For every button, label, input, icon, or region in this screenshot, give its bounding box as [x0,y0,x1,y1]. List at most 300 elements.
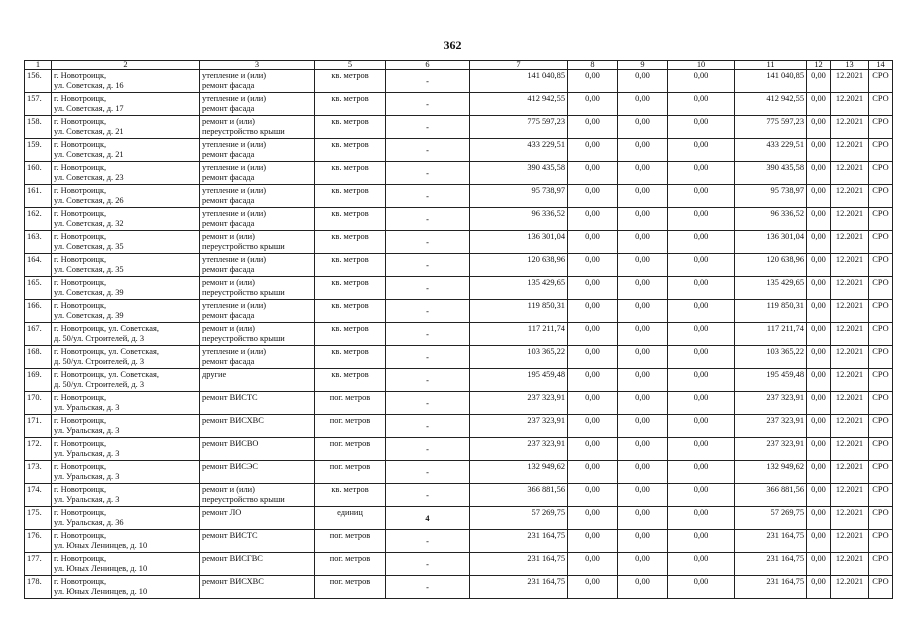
header-col-10: 10 [668,61,735,70]
date-cell: 12.2021 [831,461,869,484]
col-12-cell: 0,00 [807,300,831,323]
unit-cell: пог. метров [315,461,386,484]
date-cell: 12.2021 [831,116,869,139]
quantity-cell: - [386,254,470,277]
header-col-5: 5 [315,61,386,70]
source-cell: СРО [869,300,893,323]
work-type-cell-line: переустройство крыши [202,127,285,136]
col-9-cell: 0,00 [618,507,668,530]
address-cell-line: ул. Советская, д. 39 [54,311,124,320]
work-type-cell-line: ремонт и (или) [202,324,255,333]
col-10-cell: 0,00 [668,208,735,231]
col-11-cell: 390 435,58 [735,162,807,185]
work-type-cell [200,208,315,231]
work-type-cell-line: утепление и (или) [202,209,267,218]
total-cost-cell: 237 323,91 [470,415,568,438]
work-type-cell [200,300,315,323]
row-number: 167. [25,323,52,346]
header-col-8: 8 [568,61,618,70]
col-9-cell: 0,00 [618,438,668,461]
col-8-cell: 0,00 [568,553,618,576]
quantity-cell: - [386,70,470,93]
table-row [25,70,893,93]
header-col-2: 2 [52,61,200,70]
work-type-cell-line: ремонт и (или) [202,232,255,241]
row-number: 165. [25,277,52,300]
table-row [25,530,893,553]
row-number: 168. [25,346,52,369]
col-8-cell: 0,00 [568,300,618,323]
table-row [25,185,893,208]
source-cell: СРО [869,438,893,461]
col-9-cell: 0,00 [618,392,668,415]
address-cell-line: г. Новотроицк, ул. Советская, [54,370,159,379]
address-cell-line: ул. Уральская, д. 3 [54,403,120,412]
work-type-cell-line: ремонт и (или) [202,117,255,126]
table-row [25,576,893,599]
unit-cell: кв. метров [315,116,386,139]
address-cell-line: г. Новотроицк, [54,393,107,402]
col-9-cell: 0,00 [618,254,668,277]
col-8-cell: 0,00 [568,415,618,438]
col-9-cell: 0,00 [618,484,668,507]
unit-cell: единиц [315,507,386,530]
work-type-cell-line: переустройство крыши [202,334,285,343]
quantity-cell: - [386,438,470,461]
address-cell [52,323,200,346]
col-10-cell: 0,00 [668,484,735,507]
work-type-cell-line: ремонт и (или) [202,485,255,494]
col-11-cell: 96 336,52 [735,208,807,231]
row-number: 164. [25,254,52,277]
unit-cell: пог. метров [315,392,386,415]
work-type-cell-line: утепление и (или) [202,347,267,356]
col-11-cell: 119 850,31 [735,300,807,323]
col-12-cell: 0,00 [807,116,831,139]
total-cost-cell: 103 365,22 [470,346,568,369]
quantity-cell: - [386,530,470,553]
col-9-cell: 0,00 [618,461,668,484]
total-cost-cell: 96 336,52 [470,208,568,231]
total-cost-cell: 141 040,85 [470,70,568,93]
page-number: 362 [443,38,462,52]
work-type-cell-line: ремонт фасада [202,219,255,228]
work-type-cell-line: утепление и (или) [202,186,267,195]
quantity-cell: - [386,369,470,392]
address-cell [52,139,200,162]
source-cell: СРО [869,576,893,599]
table-row [25,507,893,530]
col-10-cell: 0,00 [668,231,735,254]
date-cell: 12.2021 [831,208,869,231]
unit-cell: кв. метров [315,323,386,346]
source-cell: СРО [869,254,893,277]
row-number: 159. [25,139,52,162]
work-type-cell [200,323,315,346]
row-number: 162. [25,208,52,231]
source-cell: СРО [869,553,893,576]
col-12-cell: 0,00 [807,530,831,553]
address-cell [52,208,200,231]
address-cell-line: ул. Юных Ленинцев, д. 10 [54,587,148,596]
source-cell: СРО [869,185,893,208]
work-type-cell-line: утепление и (или) [202,71,267,80]
col-9-cell: 0,00 [618,93,668,116]
col-8-cell: 0,00 [568,185,618,208]
address-cell [52,415,200,438]
col-12-cell: 0,00 [807,392,831,415]
col-11-cell: 237 323,91 [735,415,807,438]
address-cell-line: г. Новотроицк, [54,71,107,80]
address-cell-line: ул. Советская, д. 23 [54,173,124,182]
col-8-cell: 0,00 [568,208,618,231]
row-number: 171. [25,415,52,438]
col-11-cell: 195 459,48 [735,369,807,392]
col-10-cell: 0,00 [668,254,735,277]
col-10-cell: 0,00 [668,530,735,553]
date-cell: 12.2021 [831,530,869,553]
work-type-cell [200,254,315,277]
col-8-cell: 0,00 [568,484,618,507]
col-10-cell: 0,00 [668,507,735,530]
source-cell: СРО [869,346,893,369]
col-9-cell: 0,00 [618,369,668,392]
address-cell-line: г. Новотроицк, [54,462,107,471]
address-cell-line: д. 50/ул. Строителей, д. 3 [54,380,145,389]
col-8-cell: 0,00 [568,93,618,116]
col-8-cell: 0,00 [568,323,618,346]
table-body [25,70,893,599]
address-cell-line: г. Новотроицк, [54,117,107,126]
row-number: 170. [25,392,52,415]
col-8-cell: 0,00 [568,139,618,162]
col-12-cell: 0,00 [807,415,831,438]
unit-cell: кв. метров [315,277,386,300]
table-row [25,484,893,507]
address-cell-line: г. Новотроицк, [54,485,107,494]
work-type-cell [200,277,315,300]
date-cell: 12.2021 [831,576,869,599]
col-12-cell: 0,00 [807,254,831,277]
work-type-cell-line: утепление и (или) [202,163,267,172]
table-row [25,162,893,185]
row-number: 161. [25,185,52,208]
work-type-cell-line: другие [202,370,227,379]
table-row [25,323,893,346]
col-12-cell: 0,00 [807,484,831,507]
work-type-cell-line: ремонт ВИСЭС [202,462,258,471]
address-cell-line: г. Новотроицк, [54,255,107,264]
date-cell: 12.2021 [831,185,869,208]
col-11-cell: 57 269,75 [735,507,807,530]
row-number: 158. [25,116,52,139]
row-number: 174. [25,484,52,507]
work-type-cell [200,369,315,392]
total-cost-cell: 231 164,75 [470,530,568,553]
work-type-cell-line: ремонт фасада [202,357,255,366]
col-9-cell: 0,00 [618,576,668,599]
col-9-cell: 0,00 [618,530,668,553]
work-type-cell-line: ремонт ВИСВО [202,439,259,448]
address-cell-line: ул. Советская, д. 39 [54,288,124,297]
col-10-cell: 0,00 [668,461,735,484]
address-cell-line: г. Новотроицк, [54,577,107,586]
col-11-cell: 132 949,62 [735,461,807,484]
table-row [25,231,893,254]
address-cell [52,70,200,93]
col-10-cell: 0,00 [668,70,735,93]
address-cell-line: г. Новотроицк, [54,278,107,287]
col-12-cell: 0,00 [807,507,831,530]
address-cell-line: ул. Советская, д. 21 [54,127,124,136]
source-cell: СРО [869,277,893,300]
work-type-cell [200,162,315,185]
col-9-cell: 0,00 [618,139,668,162]
total-cost-cell: 135 429,65 [470,277,568,300]
unit-cell: кв. метров [315,185,386,208]
col-8-cell: 0,00 [568,231,618,254]
col-10-cell: 0,00 [668,300,735,323]
quantity-cell: - [386,346,470,369]
total-cost-cell: 117 211,74 [470,323,568,346]
address-cell-line: г. Новотроицк, [54,301,107,310]
table-row [25,208,893,231]
source-cell: СРО [869,369,893,392]
source-cell: СРО [869,530,893,553]
address-cell [52,93,200,116]
col-9-cell: 0,00 [618,346,668,369]
address-cell-line: ул. Уральская, д. 3 [54,449,120,458]
address-cell-line: г. Новотроицк, [54,140,107,149]
address-cell [52,116,200,139]
work-type-cell-line: ремонт ВИСХВС [202,416,264,425]
work-type-cell-line: ремонт ВИСТС [202,531,258,540]
header-col-9: 9 [618,61,668,70]
unit-cell: пог. метров [315,415,386,438]
col-11-cell: 231 164,75 [735,530,807,553]
work-type-cell-line: ремонт фасада [202,265,255,274]
work-type-cell [200,70,315,93]
col-9-cell: 0,00 [618,323,668,346]
total-cost-cell: 231 164,75 [470,553,568,576]
unit-cell: кв. метров [315,300,386,323]
col-12-cell: 0,00 [807,576,831,599]
total-cost-cell: 95 738,97 [470,185,568,208]
total-cost-cell: 136 301,04 [470,231,568,254]
table-row [25,415,893,438]
address-cell-line: ул. Советская, д. 16 [54,81,124,90]
address-cell [52,530,200,553]
address-cell-line: ул. Советская, д. 26 [54,196,124,205]
table-row [25,93,893,116]
date-cell: 12.2021 [831,231,869,254]
address-cell-line: г. Новотроицк, [54,439,107,448]
header-col-6: 6 [386,61,470,70]
date-cell: 12.2021 [831,438,869,461]
col-10-cell: 0,00 [668,438,735,461]
total-cost-cell: 132 949,62 [470,461,568,484]
source-cell: СРО [869,116,893,139]
header-col-11: 11 [735,61,807,70]
col-10-cell: 0,00 [668,346,735,369]
source-cell: СРО [869,484,893,507]
work-type-cell [200,116,315,139]
col-8-cell: 0,00 [568,392,618,415]
col-10-cell: 0,00 [668,93,735,116]
work-type-cell-line: ремонт ВИСТС [202,393,258,402]
col-12-cell: 0,00 [807,208,831,231]
source-cell: СРО [869,231,893,254]
table-row [25,139,893,162]
table-row [25,392,893,415]
row-number: 173. [25,461,52,484]
col-9-cell: 0,00 [618,162,668,185]
repair-registry-table [24,60,893,599]
col-11-cell: 136 301,04 [735,231,807,254]
col-12-cell: 0,00 [807,553,831,576]
address-cell-line: д. 50/ул. Строителей, д. 3 [54,357,145,366]
address-cell-line: г. Новотроицк, [54,186,107,195]
unit-cell: кв. метров [315,346,386,369]
total-cost-cell: 119 850,31 [470,300,568,323]
row-number: 172. [25,438,52,461]
address-cell [52,484,200,507]
address-cell-line: ул. Уральская, д. 3 [54,472,120,481]
quantity-cell: - [386,461,470,484]
col-8-cell: 0,00 [568,438,618,461]
address-cell-line: ул. Советская, д. 35 [54,242,124,251]
address-cell-line: ул. Уральская, д. 3 [54,426,120,435]
date-cell: 12.2021 [831,139,869,162]
total-cost-cell: 390 435,58 [470,162,568,185]
work-type-cell [200,507,315,530]
col-11-cell: 237 323,91 [735,392,807,415]
col-11-cell: 237 323,91 [735,438,807,461]
unit-cell: кв. метров [315,484,386,507]
col-8-cell: 0,00 [568,369,618,392]
col-10-cell: 0,00 [668,369,735,392]
quantity-cell: - [386,484,470,507]
work-type-cell-line: ремонт ЛО [202,508,242,517]
work-type-cell-line: утепление и (или) [202,301,267,310]
quantity-cell: - [386,162,470,185]
col-11-cell: 231 164,75 [735,553,807,576]
total-cost-cell: 237 323,91 [470,392,568,415]
address-cell [52,231,200,254]
row-number: 156. [25,70,52,93]
header-col-13: 13 [831,61,869,70]
table-row [25,346,893,369]
total-cost-cell: 433 229,51 [470,139,568,162]
quantity-cell: - [386,185,470,208]
row-number: 169. [25,369,52,392]
address-cell-line: ул. Советская, д. 21 [54,150,124,159]
total-cost-cell: 120 638,96 [470,254,568,277]
source-cell: СРО [869,93,893,116]
address-cell-line: г. Новотроицк, [54,163,107,172]
source-cell: СРО [869,323,893,346]
address-cell-line: ул. Советская, д. 17 [54,104,124,113]
col-9-cell: 0,00 [618,70,668,93]
row-number: 177. [25,553,52,576]
address-cell-line: ул. Юных Ленинцев, д. 10 [54,564,148,573]
unit-cell: кв. метров [315,93,386,116]
work-type-cell-line: ремонт фасада [202,81,255,90]
work-type-cell [200,185,315,208]
col-11-cell: 120 638,96 [735,254,807,277]
work-type-cell [200,576,315,599]
col-10-cell: 0,00 [668,185,735,208]
date-cell: 12.2021 [831,507,869,530]
address-cell [52,346,200,369]
date-cell: 12.2021 [831,93,869,116]
address-cell [52,461,200,484]
date-cell: 12.2021 [831,553,869,576]
unit-cell: кв. метров [315,231,386,254]
address-cell-line: г. Новотроицк, [54,531,107,540]
address-cell [52,392,200,415]
source-cell: СРО [869,392,893,415]
col-11-cell: 103 365,22 [735,346,807,369]
work-type-cell [200,139,315,162]
col-8-cell: 0,00 [568,162,618,185]
table-row [25,438,893,461]
row-number: 176. [25,530,52,553]
source-cell: СРО [869,507,893,530]
work-type-cell-line: ремонт фасада [202,196,255,205]
col-10-cell: 0,00 [668,116,735,139]
address-cell [52,254,200,277]
work-type-cell-line: утепление и (или) [202,255,267,264]
work-type-cell-line: утепление и (или) [202,140,267,149]
col-9-cell: 0,00 [618,415,668,438]
col-10-cell: 0,00 [668,323,735,346]
col-12-cell: 0,00 [807,277,831,300]
col-10-cell: 0,00 [668,415,735,438]
col-8-cell: 0,00 [568,530,618,553]
source-cell: СРО [869,208,893,231]
header-row [25,61,893,70]
work-type-cell [200,346,315,369]
col-12-cell: 0,00 [807,369,831,392]
col-12-cell: 0,00 [807,323,831,346]
date-cell: 12.2021 [831,392,869,415]
unit-cell: пог. метров [315,530,386,553]
table-row [25,254,893,277]
unit-cell: кв. метров [315,70,386,93]
col-11-cell: 412 942,55 [735,93,807,116]
source-cell: СРО [869,162,893,185]
quantity-cell: - [386,139,470,162]
date-cell: 12.2021 [831,369,869,392]
col-11-cell: 135 429,65 [735,277,807,300]
address-cell-line: ул. Юных Ленинцев, д. 10 [54,541,148,550]
quantity-cell: - [386,277,470,300]
address-cell [52,553,200,576]
total-cost-cell: 775 597,23 [470,116,568,139]
col-11-cell: 366 881,56 [735,484,807,507]
quantity-cell: - [386,93,470,116]
total-cost-cell: 237 323,91 [470,438,568,461]
total-cost-cell: 57 269,75 [470,507,568,530]
date-cell: 12.2021 [831,70,869,93]
quantity-cell: - [386,415,470,438]
header-col-14: 14 [869,61,893,70]
work-type-cell [200,231,315,254]
col-12-cell: 0,00 [807,185,831,208]
date-cell: 12.2021 [831,346,869,369]
address-cell [52,162,200,185]
